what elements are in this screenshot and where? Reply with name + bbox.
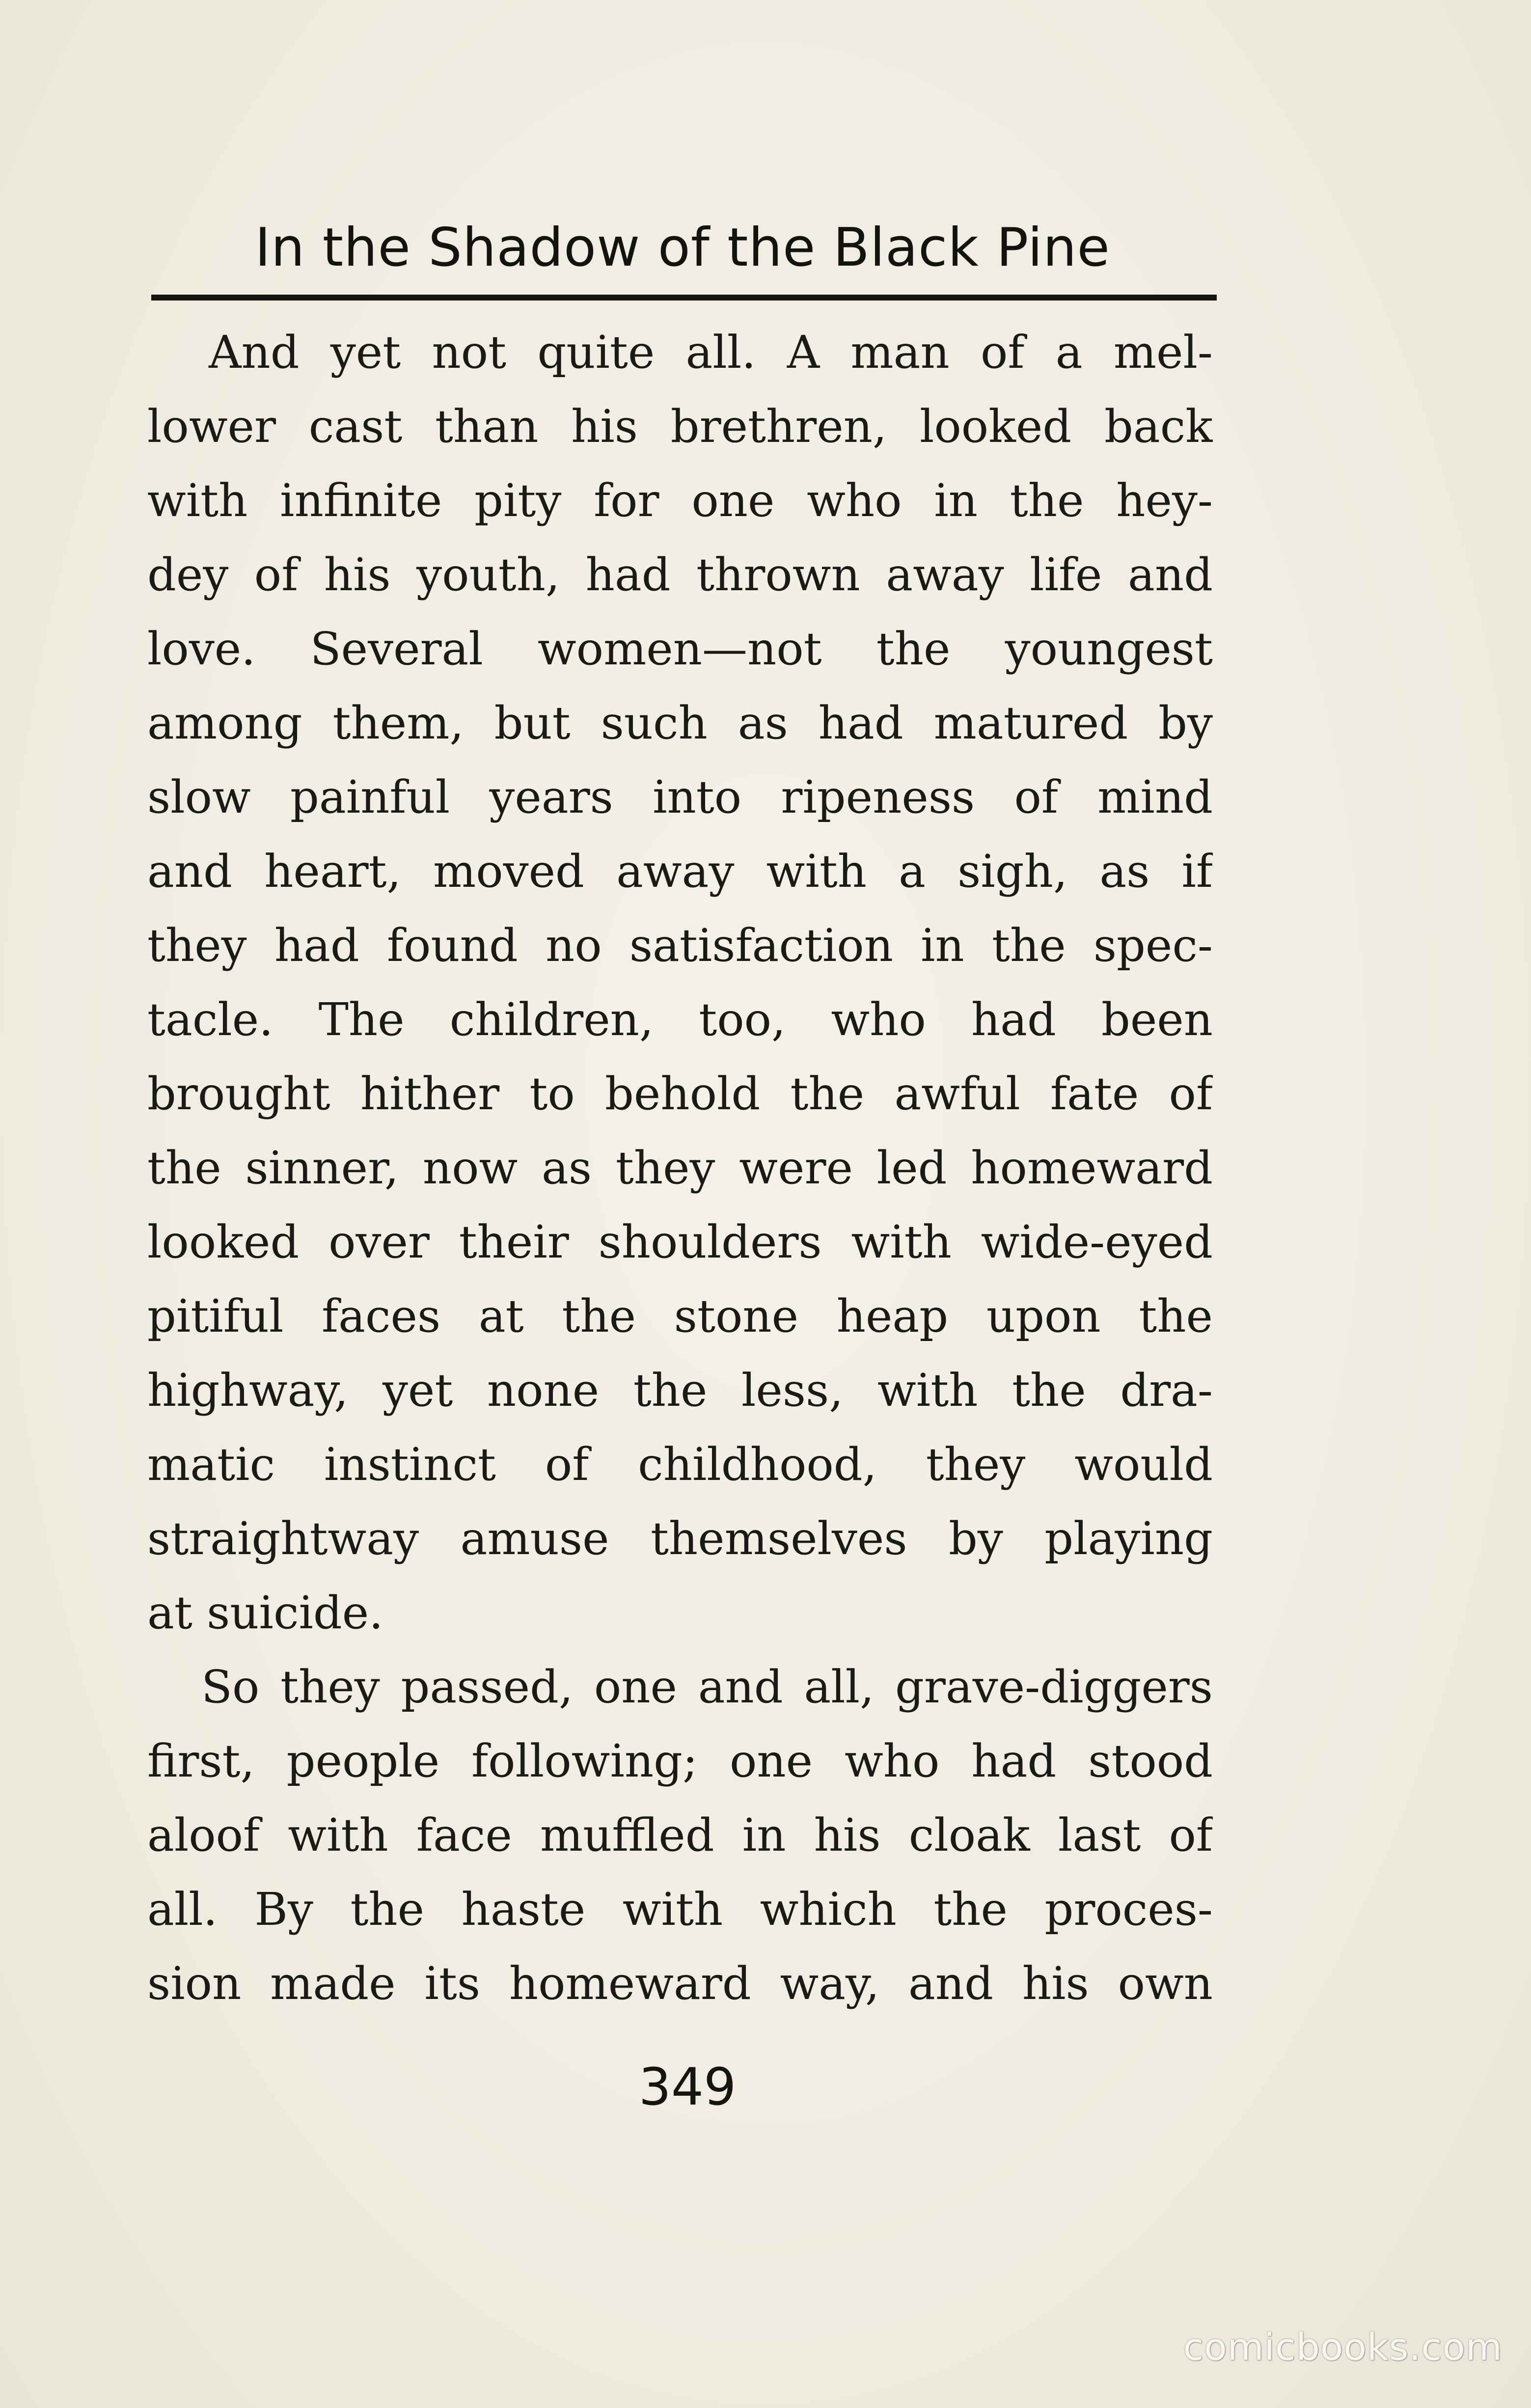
text-line: with infinite pity for one who in the hey- — [147, 474, 1213, 527]
text-line: sion made its homeward way, and his own — [147, 1957, 1213, 2010]
text-line: at suicide. — [147, 1587, 383, 1639]
text-line: aloof with face muffled in his cloak last of — [147, 1809, 1213, 1861]
text-line: looked over their shoulders with wide-eyed — [147, 1216, 1213, 1268]
text-line: pitiful faces at the stone heap upon the — [147, 1290, 1213, 1342]
text-line: first, people following; one who had stood — [147, 1735, 1213, 1787]
text-line: love. Several women—not the youngest — [147, 623, 1213, 675]
text-line: matic instinct of childhood, they would — [147, 1438, 1213, 1491]
text-line: all. By the haste with which the proces- — [147, 1883, 1213, 1936]
text-line: the sinner, now as they were led homeward — [147, 1142, 1213, 1194]
text-line: And yet not quite all. A man of a mel- — [209, 326, 1213, 379]
text-line: and heart, moved away with a sigh, as if — [147, 845, 1213, 898]
header-rule — [151, 295, 1217, 301]
text-line: among them, but such as had matured by — [147, 697, 1213, 749]
text-line: straightway amuse themselves by playing — [147, 1512, 1213, 1565]
text-line: slow painful years into ripeness of mind — [147, 771, 1213, 823]
paragraph-2 — [147, 1650, 1213, 2021]
running-head: In the Shadow of the Black Pine — [255, 217, 1110, 278]
page-number: 349 — [638, 2057, 737, 2117]
text-line: dey of his youth, had thrown away life and — [147, 548, 1213, 601]
body-text — [147, 315, 1213, 2021]
paragraph-1 — [147, 315, 1213, 1650]
text-line: lower cast than his brethren, looked back — [147, 400, 1213, 453]
text-line: they had found no satisfaction in the spec- — [147, 919, 1213, 972]
watermark: comicbooks.com — [1183, 2325, 1503, 2369]
text-line: highway, yet none the less, with the dra- — [147, 1364, 1213, 1417]
text-line: tacle. The children, too, who had been — [147, 993, 1213, 1046]
text-line: So they passed, one and all, grave-diggers — [201, 1661, 1213, 1713]
text-line: brought hither to behold the awful fate of — [147, 1067, 1213, 1120]
